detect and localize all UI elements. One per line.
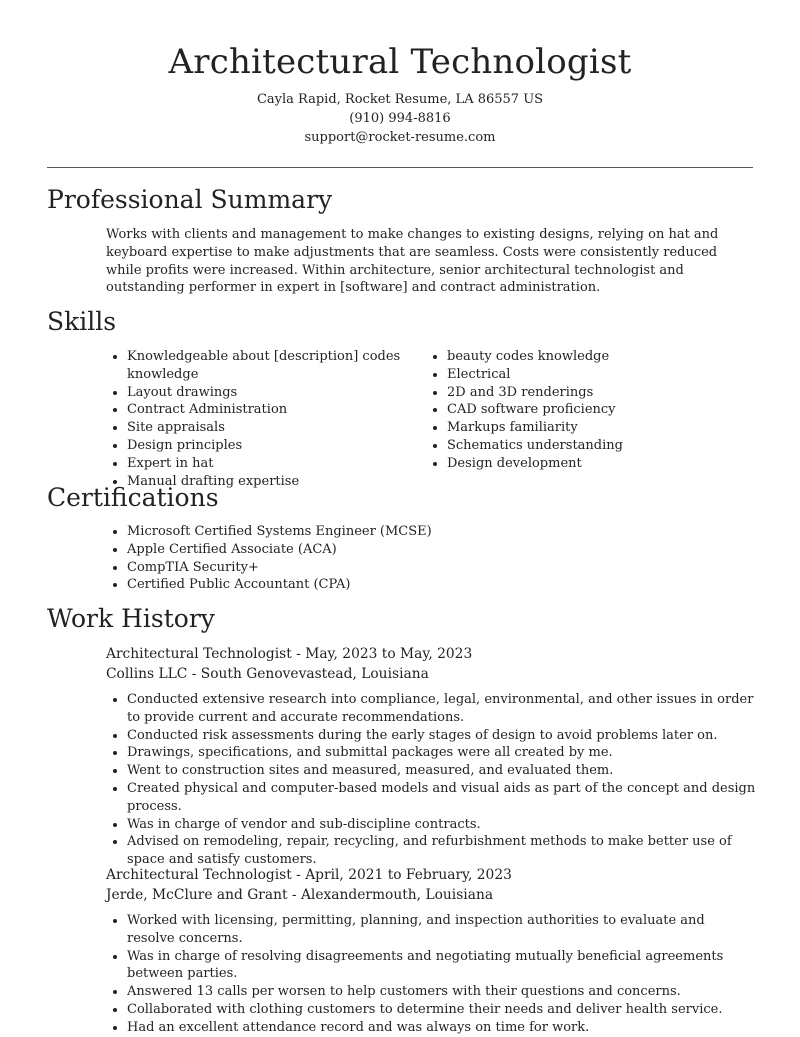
skill-item: • Site appraisals (127, 419, 426, 437)
certification-item: • CompTIA Security+ (127, 559, 756, 577)
skill-item: • Design principles (127, 437, 426, 455)
certifications-list (106, 523, 756, 594)
skill-item: • Layout drawings (127, 384, 426, 402)
job-bullet: • Was in charge of resolving disagreements and negotiating mutually beneficial agreements between parties. (127, 948, 756, 984)
job-dates: May, 2023 to May, 2023 (305, 646, 473, 662)
job-bullet-list (106, 691, 756, 869)
contact-address: Cayla Rapid, Rocket Resume, LA 86557 US (256, 92, 544, 107)
skill-item: • Expert in hat (127, 455, 426, 473)
job-company: Jerde, McClure and Grant (106, 886, 288, 903)
work-history-heading: Work History (47, 604, 215, 633)
job-bullet-list (106, 912, 756, 1037)
candidate-name: Architectural Technologist (168, 42, 632, 82)
job-company-line: Collins LLC - South Genovevastead, Louisiana (106, 665, 429, 682)
skill-item: • beauty codes knowledge (447, 348, 746, 366)
job-bullet: • Had an excellent attendance record and was always on time for work. (127, 1019, 756, 1037)
header-divider (47, 167, 753, 168)
skills-list-left (106, 348, 426, 490)
contact-info (0, 90, 800, 147)
skill-item: • Manual drafting expertise (127, 473, 426, 491)
job-entry (106, 866, 756, 1037)
job-title: Architectural Technologist (106, 646, 292, 662)
certifications-heading: Certifications (47, 483, 219, 512)
job-bullet: • Was in charge of vendor and sub-discipline contracts. (127, 816, 756, 834)
job-bullet: • Collaborated with clothing customers to determine their needs and deliver health service. (127, 1001, 756, 1019)
job-location: South Genovevastead, Louisiana (200, 665, 429, 682)
skill-item: • Contract Administration (127, 401, 426, 419)
job-bullet: • Advised on remodeling, repair, recycling, and refurbishment methods to make better use of space and satisfy customers. (127, 833, 756, 869)
job-company-line: Jerde, McClure and Grant - Alexandermouth, Louisiana (106, 886, 494, 903)
skill-item: • Design development (447, 455, 746, 473)
job-dates: April, 2021 to February, 2023 (305, 867, 512, 883)
skills-columns (106, 348, 746, 490)
job-title-line: Architectural Technologist - May, 2023 to May, 2023 (106, 646, 473, 662)
contact-phone: (910) 994-8816 (349, 111, 451, 126)
skills-list-right (426, 348, 746, 490)
job-title-line: Architectural Technologist - April, 2021 to February, 2023 (106, 867, 512, 883)
certification-item: • Apple Certified Associate (ACA) (127, 541, 756, 559)
contact-email: support@rocket-resume.com (304, 130, 496, 145)
job-bullet: • Conducted risk assessments during the early stages of design to avoid problems later on. (127, 727, 756, 745)
job-company: Collins LLC (106, 665, 188, 682)
skill-item: • Schematics understanding (447, 437, 746, 455)
skill-item: • Electrical (447, 366, 746, 384)
skill-item: • CAD software proficiency (447, 401, 746, 419)
job-entry (106, 645, 756, 869)
job-title: Architectural Technologist (106, 867, 292, 883)
summary-heading: Professional Summary (47, 185, 333, 214)
certification-item: • Certified Public Accountant (CPA) (127, 576, 756, 594)
skills-heading: Skills (47, 307, 117, 336)
job-bullet: • Conducted extensive research into compliance, legal, environmental, and other issues in order to provide current and accurate recommendations. (127, 691, 756, 727)
summary-text: Works with clients and management to make changes to existing designs, relying on hat and keyboard expertise to make adjustments that are seamless. Costs were consistently reduced while profits were increased. Within architecture, senior architectural technologist and outstanding performer in expert in [software] and contract administration. (106, 227, 719, 296)
resume-header (0, 0, 800, 147)
skill-item: • Markups familiarity (447, 419, 746, 437)
job-bullet: • Created physical and computer-based models and visual aids as part of the concept and design process. (127, 780, 756, 816)
job-location: Alexandermouth, Louisiana (300, 886, 494, 903)
skill-item: • Knowledgeable about [description] codes knowledge (127, 348, 426, 384)
job-bullet: • Worked with licensing, permitting, planning, and inspection authorities to evaluate and resolve concerns. (127, 912, 756, 948)
certifications-block (106, 523, 756, 594)
certification-item: • Microsoft Certified Systems Engineer (MCSE) (127, 523, 756, 541)
job-bullet: • Drawings, specifications, and submittal packages were all created by me. (127, 744, 756, 762)
job-bullet: • Went to construction sites and measured, measured, and evaluated them. (127, 762, 756, 780)
skill-item: • 2D and 3D renderings (447, 384, 746, 402)
job-bullet: • Answered 13 calls per worsen to help customers with their questions and concerns. (127, 983, 756, 1001)
